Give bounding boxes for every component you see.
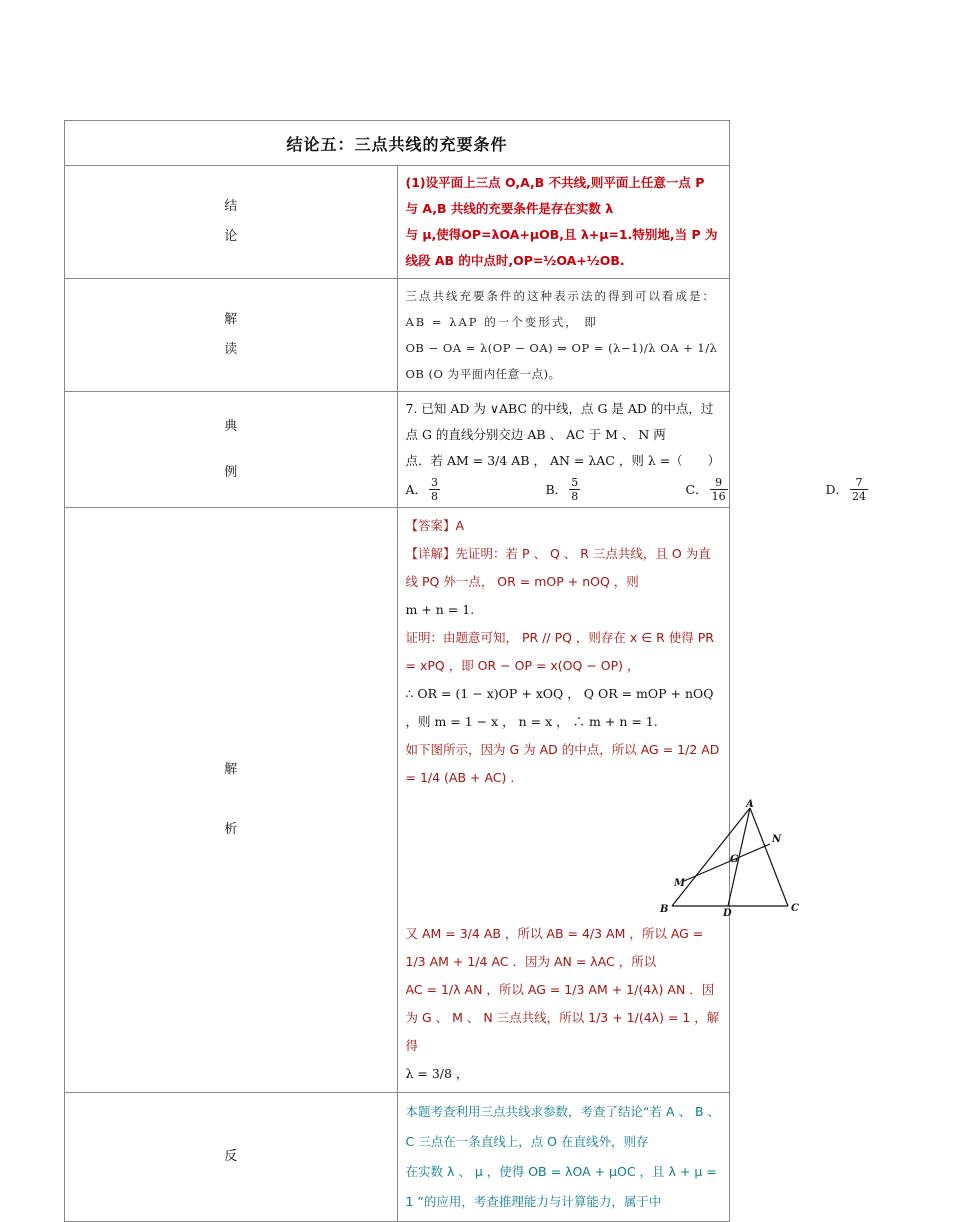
conclusion-content [397,166,730,279]
reflection-label: 反 [65,1093,398,1222]
option-a[interactable]: A． $\frac{3}{8}$ [405,476,439,503]
label-n: N [771,834,781,845]
calc-line-2: AC = 1/λ AN ，所以 AG = 1/3 AM + 1/(4λ) AN ．因为 G 、 M 、 N 三点共线，所以 1/3 + 1/(4λ) = 1 ，解得 [405,982,720,1053]
calc-line-1: 又 AM = 3/4 AB ，所以 AB = 4/3 AM ，所以 AG = 1/3 AM + 1/4 AC ．因为 AN = λAC ，所以 [405,926,704,969]
question-line-1: 7. 已知 AD 为 ∨ABC 的中线，点 G 是 AD 的中点，过点 G 的直线分别交边 AB 、 AC 于 M 、 N 两 [405,401,714,442]
label-m: M [673,878,685,889]
interpretation-label: 解 读 [65,279,398,392]
option-d[interactable]: D． $\frac{7}{24}$ [825,476,867,503]
interpretation-line-1: 三点共线充要条件的这种表示法的得到可以看成是： AB = λAP 的一个变形式， 即 [405,289,716,329]
interpretation-line-2: OB − OA = λ(OP − OA) ⇒ OP = (λ−1)/λ OA + 1/λ OB (O 为平面内任意一点)。 [405,341,718,381]
reflection-line-2: 在实数 λ 、 μ ，使得 OB = λOA + μOC ，且 λ + μ = 1 ”的应用，考查推理能力与计算能力，属于中 [405,1164,717,1209]
option-c-fraction: $\frac{9}{16}$ [711,476,726,503]
label-c: C [790,903,799,914]
option-c[interactable]: C． $\frac{9}{16}$ [685,476,726,503]
conclusion-line-2: 与 μ,使得OP=λOA+μOB,且 λ+μ=1.特别地,当 P 为线段 AB 的中点时,OP=½OA+½OB. [405,227,718,268]
triangle-figure [642,798,802,919]
content-table [64,120,867,1222]
detail-line-2: m + n = 1. [405,602,475,617]
label-g: G [729,854,739,865]
reflection-line-1: 本题考查利用三点共线求参数，考查了结论“若 A 、 B 、 C 三点在一条直线上，点 O 在直线外，则存 [405,1104,720,1149]
conclusion-label: 结 论 [65,166,398,279]
label-b: B [659,904,668,915]
edge-ac [750,808,788,906]
answer-text: 【答案】A [405,518,465,533]
option-d-fraction: $\frac{7}{24}$ [852,476,867,503]
page-title: 结论五：三点共线的充要条件 [65,121,730,166]
analysis-label: 解 析 [65,508,398,1093]
option-b[interactable]: B． $\frac{5}{8}$ [545,476,579,503]
option-a-fraction: $\frac{3}{8}$ [431,476,439,503]
calc-line-3: λ = 3/8 ， [405,1066,469,1081]
option-b-fraction: $\frac{5}{8}$ [571,476,579,503]
document-page [64,120,867,1222]
proof-line-1: 证明：由题意可知， PR // PQ ，则存在 x ∈ R 使得 PR = xPQ ，即 OR − OP = x(OQ − OP) ， [405,630,714,673]
answer-options [406,476,966,503]
label-a: A [745,799,754,810]
label-d: D [722,908,732,919]
reflection-content [397,1093,730,1222]
analysis-content [397,508,799,1093]
example-label: 典 例 [65,392,398,508]
proof-line-2: ∴ OR = (1 − x)OP + xOQ ， Q OR = mOP + nOQ ，则 m = 1 − x ， n = x ， ∴ m + n = 1. [405,686,714,729]
conclusion-line-1: (1)设平面上三点 O,A,B 不共线,则平面上任意一点 P 与 A,B 共线的充要条件是存在实数 λ [405,175,705,216]
figure-intro: 如下图所示，因为 G 为 AD 的中点，所以 AG = 1/2 AD = 1/4 (AB + AC) . [405,742,720,785]
question-line-2: 点．若 AM = 3/4 AB ， AN = λAC ，则 λ =（ ） [405,453,721,468]
interpretation-content [397,279,730,392]
detail-line-1: 【详解】先证明：若 P 、 Q 、 R 三点共线，且 O 为直线 PQ 外一点， OR = mOP + nOQ ，则 [405,546,711,589]
example-content [397,392,867,508]
line-mn [684,844,770,881]
